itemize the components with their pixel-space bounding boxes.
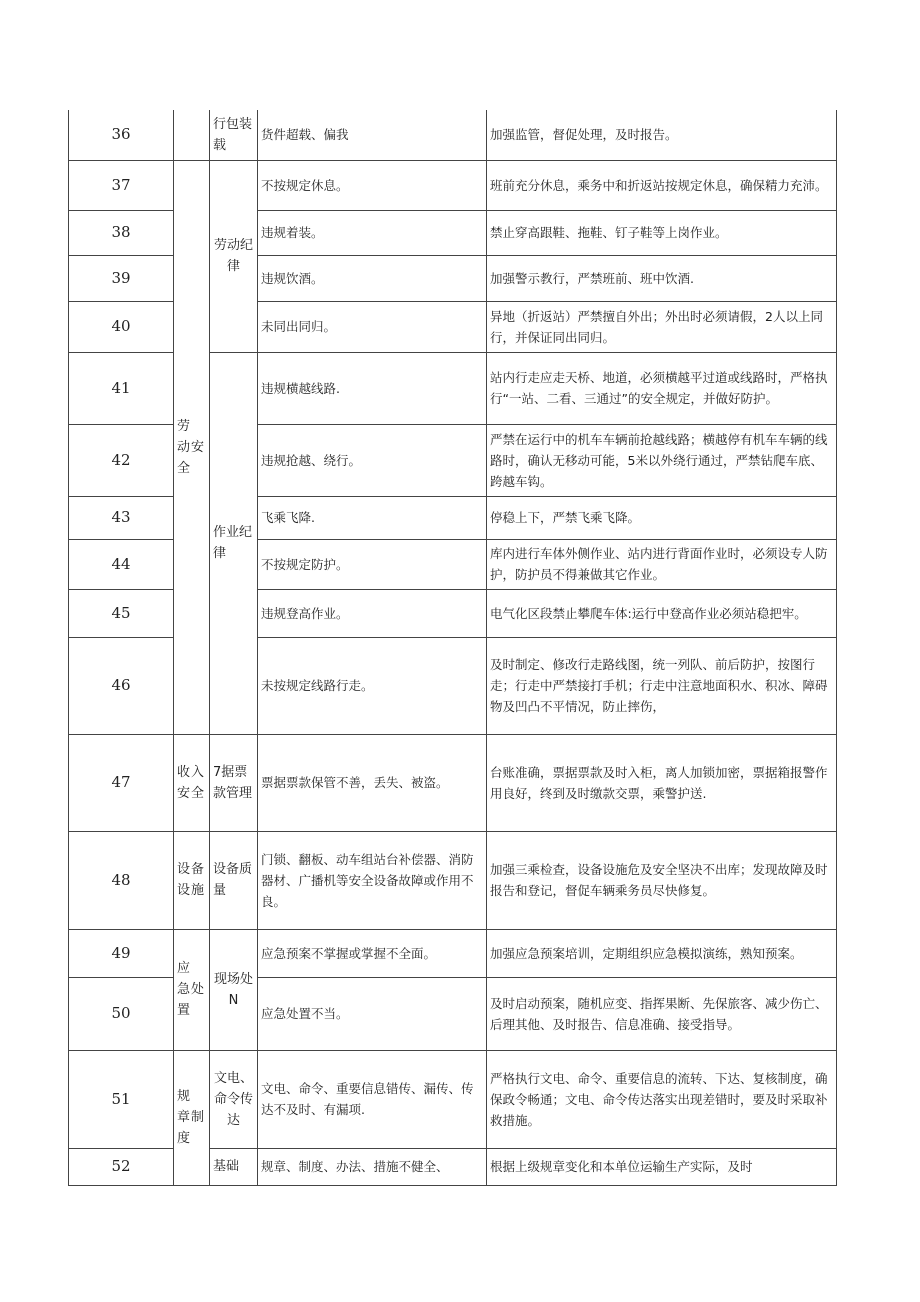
subcategory-cell: 作业纪律: [210, 352, 258, 734]
row-number: 45: [69, 589, 174, 637]
control-measure: 及时启动预案，随机应变、指挥果断、先保旅客、减少伤亡、后理其他、及时报告、信息准确、接受指导。: [487, 977, 837, 1050]
risk-description: 文电、命令、重要信息错传、漏传、传达不及时、有漏项.: [258, 1050, 487, 1148]
control-measure: 及时制定、修改行走路线图，统一列队、前后防护，按图行走；行走中严禁接打手机；行走中注意地面积水、积冰、障碍物及凹凸不平情况，防止摔伤，: [487, 637, 837, 734]
control-measure: 加强警示教行，严禁班前、班中饮酒.: [487, 255, 837, 301]
table-row: [69, 1050, 837, 1148]
control-measure: 班前充分休息，乘务中和折返站按规定休息，确保精力充沛。: [487, 160, 837, 210]
row-number: 39: [69, 255, 174, 301]
row-number: 37: [69, 160, 174, 210]
row-number: 42: [69, 424, 174, 496]
row-number: 50: [69, 977, 174, 1050]
row-number: 49: [69, 929, 174, 977]
category-cell: 劳 动安全: [174, 160, 210, 734]
subcategory-cell: 基础: [210, 1148, 258, 1185]
control-measure: 异地（折返站）严禁擅自外出；外出时必须请假，2人以上同行，并保证同出同归。: [487, 301, 837, 352]
row-number: 43: [69, 496, 174, 539]
risk-description: 未同出同归。: [258, 301, 487, 352]
row-number: 36: [69, 110, 174, 160]
row-number: 44: [69, 539, 174, 589]
risk-description: 不按规定休息。: [258, 160, 487, 210]
control-measure: 加强监管，督促处理，及时报告。: [487, 110, 837, 160]
category-cell: 应 急处置: [174, 929, 210, 1050]
risk-description: 应急预案不掌握或掌握不全面。: [258, 929, 487, 977]
table-row: [69, 929, 837, 977]
risk-description: 不按规定防护。: [258, 539, 487, 589]
category-cell: [174, 110, 210, 160]
row-number: 40: [69, 301, 174, 352]
control-measure: 停稳上下，严禁飞乘飞降。: [487, 496, 837, 539]
row-number: 46: [69, 637, 174, 734]
category-cell: 规 章制度: [174, 1050, 210, 1185]
risk-description: 违规登高作业。: [258, 589, 487, 637]
control-measure: 加强三乘检查，设备设施危及安全坚决不出库；发现故障及时报告和登记，督促车辆乘务员尽快修复。: [487, 831, 837, 929]
risk-description: 货件超载、偏我: [258, 110, 487, 160]
row-number: 48: [69, 831, 174, 929]
row-number: 52: [69, 1148, 174, 1185]
risk-table: [68, 110, 837, 1186]
subcategory-cell: 行包装载: [210, 110, 258, 160]
table-row: [69, 831, 837, 929]
risk-description: 应急处置不当。: [258, 977, 487, 1050]
subcategory-cell: 劳动纪律: [210, 160, 258, 352]
risk-description: 规章、制度、办法、措施不健全、: [258, 1148, 487, 1185]
table-row: [69, 734, 837, 831]
risk-description: 违规横越线路.: [258, 352, 487, 424]
row-number: 41: [69, 352, 174, 424]
control-measure: 台账准确，票据票款及时入柜，离人加锁加密，票据箱报警作用良好，终到及时缴款交票，乘警护送.: [487, 734, 837, 831]
control-measure: 站内行走应走天桥、地道，必须横越平过道或线路时，严格执行“一站、二看、三通过”的安全规定，并做好防护。: [487, 352, 837, 424]
control-measure: 严格执行文电、命令、重要信息的流转、下达、复核制度，确保政令畅通；文电、命令传达落实出现差错时，要及时采取补救措施。: [487, 1050, 837, 1148]
row-number: 38: [69, 210, 174, 255]
control-measure: 严禁在运行中的机车车辆前抢越线路；横越停有机车车辆的线路时，确认无移动可能，5米以外绕行通过，严禁钻爬车底、跨越车钩。: [487, 424, 837, 496]
subcategory-cell: 文电、命令传达: [210, 1050, 258, 1148]
subcategory-cell: 7据票款管理: [210, 734, 258, 831]
table-row: [69, 110, 837, 160]
control-measure: 根据上级规章变化和本单位运输生产实际，及时: [487, 1148, 837, 1185]
control-measure: 电气化区段禁止攀爬车体:运行中登高作业必须站稳把牢。: [487, 589, 837, 637]
category-cell: 设备设施: [174, 831, 210, 929]
risk-description: 飞乘飞降.: [258, 496, 487, 539]
risk-description: 违规饮酒。: [258, 255, 487, 301]
control-measure: 禁止穿高跟鞋、拖鞋、钉子鞋等上岗作业。: [487, 210, 837, 255]
row-number: 47: [69, 734, 174, 831]
table-row: [69, 160, 837, 210]
risk-description: 违规着装。: [258, 210, 487, 255]
risk-description: 未按规定线路行走。: [258, 637, 487, 734]
control-measure: 加强应急预案培训，定期组织应急模拟演练，熟知预案。: [487, 929, 837, 977]
risk-description: 票据票款保管不善，丢失、被盗。: [258, 734, 487, 831]
row-number: 51: [69, 1050, 174, 1148]
subcategory-cell: 设备质量: [210, 831, 258, 929]
control-measure: 库内进行车体外侧作业、站内进行背面作业时，必须设专人防护，防护员不得兼做其它作业。: [487, 539, 837, 589]
subcategory-cell: 现场处N: [210, 929, 258, 1050]
risk-description: 违规抢越、绕行。: [258, 424, 487, 496]
risk-description: 门锁、翻板、动车组站台补偿器、消防器材、广播机等安全设备故障或作用不良。: [258, 831, 487, 929]
category-cell: 收入安全: [174, 734, 210, 831]
